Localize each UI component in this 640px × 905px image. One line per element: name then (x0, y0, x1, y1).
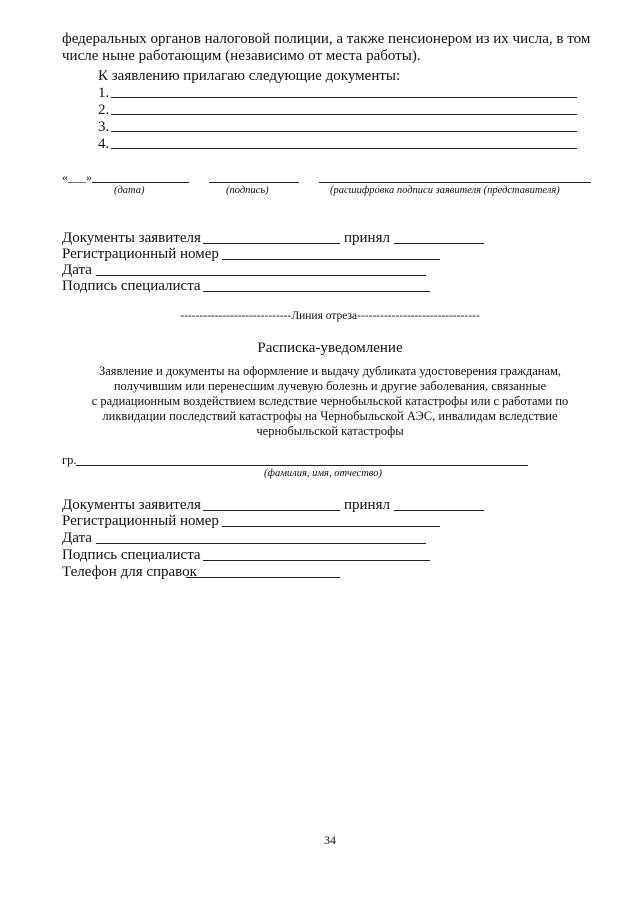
receipt2-reg-label: Регистрационный номер (62, 513, 219, 529)
receipt1-docs-field[interactable] (203, 243, 340, 244)
citizen-name-field[interactable] (76, 465, 528, 466)
attachment-field-1[interactable] (111, 97, 577, 98)
signature-field[interactable] (209, 182, 299, 183)
intro-line-1: федеральных органов налоговой полиции, а также пенсионером из их числа, в том (62, 31, 591, 47)
receipt1-date-label: Дата (62, 262, 92, 278)
notice-body-line-1: Заявление и документы на оформление и выдачу дубликата удостоверения гражданам, (98, 364, 562, 378)
attachment-number-2: 2. (98, 102, 110, 118)
receipt2-reg-field[interactable] (222, 526, 440, 527)
receipt2-docs-label: Документы заявителя (62, 497, 201, 513)
receipt2-date-label: Дата (62, 530, 92, 546)
receipt1-reg-field[interactable] (222, 259, 440, 260)
receipt1-accepted-label: принял (344, 230, 390, 246)
signature-caption: (подпись) (226, 185, 269, 196)
page-number: 34 (324, 833, 336, 847)
receipt1-date-field[interactable] (96, 275, 426, 276)
attachment-number-1: 1. (98, 85, 110, 101)
notice-body-line-3: с радиационным воздействием вследствие чернобыльской катастрофы или с работами по (91, 394, 569, 408)
date-caption: (дата) (114, 185, 145, 196)
receipt2-docs-field[interactable] (203, 510, 340, 511)
citizen-caption: (фамилия, имя, отчество) (264, 468, 382, 479)
receipt1-specialist-field[interactable] (203, 291, 430, 292)
intro-line-2: числе ныне работающим (независимо от места работы). (62, 48, 421, 64)
date-field[interactable] (92, 182, 189, 183)
attachment-number-4: 4. (98, 136, 110, 152)
cut-line: -----------------------------Линия отреза-------------------------------- (180, 310, 480, 322)
attachment-field-2[interactable] (111, 114, 577, 115)
receipt2-phone-label: Телефон для справок (62, 564, 197, 580)
date-mark: «___» (62, 170, 92, 184)
receipt2-specialist-field[interactable] (203, 560, 430, 561)
receipt1-docs-label: Документы заявителя (62, 230, 201, 246)
attachment-field-3[interactable] (111, 131, 577, 132)
attachments-heading: К заявлению прилагаю следующие документы: (98, 68, 401, 84)
attachment-field-4[interactable] (111, 148, 577, 149)
receipt1-accepted-field[interactable] (394, 243, 484, 244)
notice-body-line-4: ликвидации последствий катастрофы на Чернобыльской АЭС, инвалидам вследствие (102, 409, 558, 423)
receipt2-accepted-label: принял (344, 497, 390, 513)
receipt2-phone-field[interactable] (186, 577, 340, 578)
receipt2-accepted-field[interactable] (394, 510, 484, 511)
signature-decode-field[interactable] (319, 182, 591, 183)
notice-body-line-2: получившим или перенесшим лучевую болезнь и другие заболевания, связанные (113, 379, 547, 393)
receipt1-reg-label: Регистрационный номер (62, 246, 219, 262)
receipt2-date-field[interactable] (96, 543, 426, 544)
notice-title: Расписка-уведомление (257, 340, 403, 356)
notice-body-line-5: чернобыльской катастрофы (256, 424, 404, 438)
receipt2-specialist-label: Подпись специалиста (62, 547, 201, 563)
citizen-label: гр. (62, 453, 77, 467)
attachment-number-3: 3. (98, 119, 110, 135)
receipt1-specialist-label: Подпись специалиста (62, 278, 201, 294)
signature-decode-caption: (расшифровка подписи заявителя (представителя) (330, 185, 560, 196)
